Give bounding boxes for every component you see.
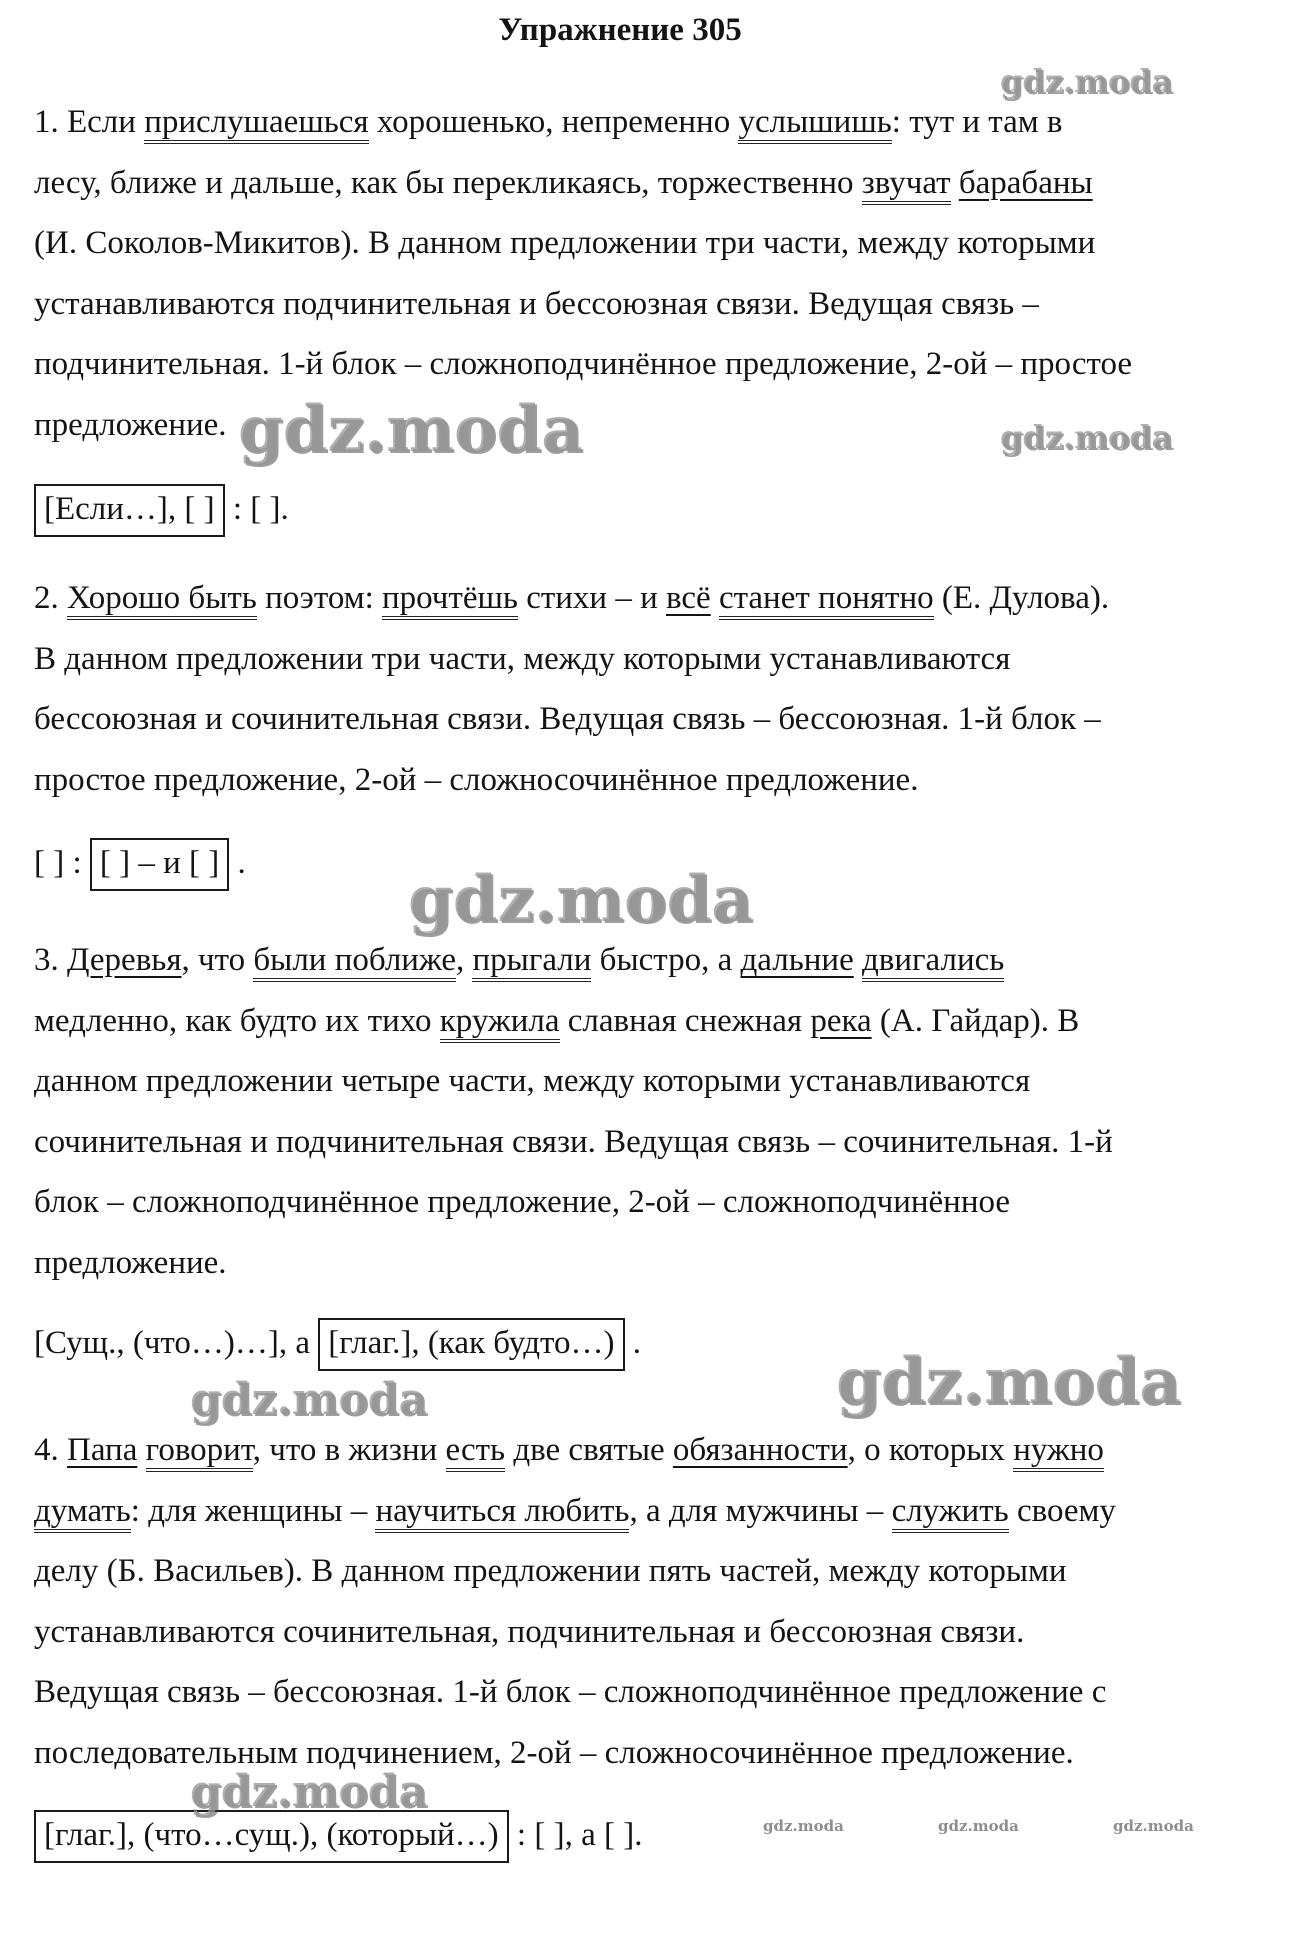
exercise-2-line-2: В данном предложении три части, между которыми устанавливаются (34, 640, 1011, 677)
exercise-1-scheme: [Если…], [ ] : [ ]. (34, 484, 289, 537)
exercise-3-line-3: данном предложении четыре части, между которыми устанавливаются (34, 1063, 1031, 1099)
predicate: прочтёшь (382, 580, 518, 620)
scheme-block-box: [глаг.], (как будто…) (318, 1318, 624, 1371)
exercise-4-line-2: думать: для женщины – научиться любить, а для мужчины – служить своему (34, 1481, 1234, 1542)
exercise-2-line-1: 2. Хорошо быть поэтом: прочтёшь стихи – и всё станет понятно (Е. Дулова). (34, 568, 1234, 629)
subject: обязанности (672, 1432, 848, 1468)
exercise-4-line-3: делу (Б. Васильев). В данном предложении пять частей, между которыми (34, 1553, 1067, 1589)
exercise-3-text (34, 930, 1234, 1293)
exercise-4-scheme: [глаг.], (что…сущ.), (который…) : [ ], а [ ]. (34, 1810, 642, 1863)
exercise-2-text (34, 568, 1234, 810)
exercise-3-line-1: 3. Деревья, что были поближе, прыгали быстро, а дальние двигались (34, 930, 1234, 991)
predicate: кружила (440, 1003, 560, 1043)
exercise-2-line-4: простое предложение, 2-ой – сложносочинённое предложение. (34, 761, 919, 798)
watermark-logo: gdz.moda (836, 1344, 1181, 1419)
predicate: Хорошо быть (67, 580, 257, 620)
exercise-1-line-5: подчинительная. 1-й блок – сложноподчинённое предложение, 2-ой – простое (34, 346, 1133, 382)
exercise-4-line-1: 4. Папа говорит, что в жизни есть две святые обязанности, о которых нужно (34, 1420, 1234, 1481)
exercise-3-line-4: сочинительная и подчинительная связи. Ведущая связь – сочинительная. 1-й (34, 1123, 1113, 1160)
subject: Папа (67, 1432, 138, 1468)
exercise-4-line-5: Ведущая связь – бессоюзная. 1-й блок – сложноподчинённое предложение с (34, 1674, 1107, 1710)
predicate: прыгали (472, 942, 591, 982)
subject: всё (666, 580, 711, 616)
watermark-logo: gdz.moda (938, 1817, 1019, 1835)
scheme-block-box: [Если…], [ ] (34, 484, 225, 537)
watermark-logo: gdz.moda (1000, 418, 1173, 456)
predicate: говорит (146, 1432, 253, 1472)
predicate: двигались (862, 942, 1004, 982)
subject: река (810, 1002, 872, 1039)
exercise-1-line-2: лесу, ближе и дальше, как бы перекликаясь, торжественно звучат барабаны (34, 153, 1234, 214)
subject: барабаны (958, 164, 1093, 201)
exercise-3-scheme: [Сущ., (что…)…], а [глаг.], (как будто…) . (34, 1318, 641, 1371)
predicate: были поближе (253, 942, 456, 982)
watermark-logo: gdz.moda (190, 1374, 428, 1425)
scheme-block-box: [глаг.], (что…сущ.), (который…) (34, 1810, 509, 1863)
exercise-4-text (34, 1420, 1234, 1783)
exercise-1-line-4: устанавливаются подчинительная и бессоюзная связи. Ведущая связь – (34, 285, 1039, 322)
exercise-1-line-1: 1. Если прислушаешься хорошенько, непременно услышишь: тут и там в (34, 92, 1234, 153)
exercise-1-line-6: предложение. (34, 406, 227, 443)
watermark-logo: gdz.moda (238, 392, 583, 467)
exercise-3-line-6: предложение. (34, 1244, 227, 1281)
watermark-logo: gdz.moda (190, 1766, 428, 1817)
watermark-logo: gdz.moda (763, 1817, 844, 1835)
exercise-2-scheme: [ ] : [ ] – и [ ] . (34, 838, 246, 891)
predicate: нужно (1013, 1432, 1104, 1472)
predicate: прислушаешься (144, 104, 368, 144)
exercise-4-line-4: устанавливаются сочинительная, подчинительная и бессоюзная связи. (34, 1613, 1025, 1650)
watermark-logo: gdz.moda (1113, 1817, 1194, 1835)
predicate: научиться любить (375, 1493, 629, 1533)
exercise-3-line-5: блок – сложноподчинённое предложение, 2-ой – сложноподчинённое (34, 1184, 1011, 1220)
exercise-2-line-3: бессоюзная и сочинительная связи. Ведущая связь – бессоюзная. 1-й блок – (34, 701, 1101, 737)
exercise-3-line-2: медленно, как будто их тихо кружила славная снежная река (А. Гайдар). В (34, 991, 1234, 1052)
subject: дальние (740, 942, 854, 978)
subject: Деревья (67, 942, 182, 978)
exercise-1-text (34, 92, 1234, 455)
exercise-4-line-6: последовательным подчинением, 2-ой – сложносочинённое предложение. (34, 1734, 1074, 1771)
watermark-logo: gdz.moda (1000, 62, 1173, 100)
scheme-block-box: [ ] – и [ ] (90, 838, 229, 891)
predicate: думать (34, 1493, 131, 1533)
predicate: звучат (862, 165, 951, 205)
predicate: есть (446, 1432, 506, 1472)
page-title: Упражнение 305 (498, 12, 742, 48)
predicate: станет понятно (719, 580, 934, 620)
exercise-1-line-3: (И. Соколов-Микитов). В данном предложении три части, между которыми (34, 225, 1096, 261)
predicate: услышишь (738, 104, 891, 144)
predicate: служить (892, 1493, 1009, 1533)
watermark-logo: gdz.moda (408, 862, 753, 937)
